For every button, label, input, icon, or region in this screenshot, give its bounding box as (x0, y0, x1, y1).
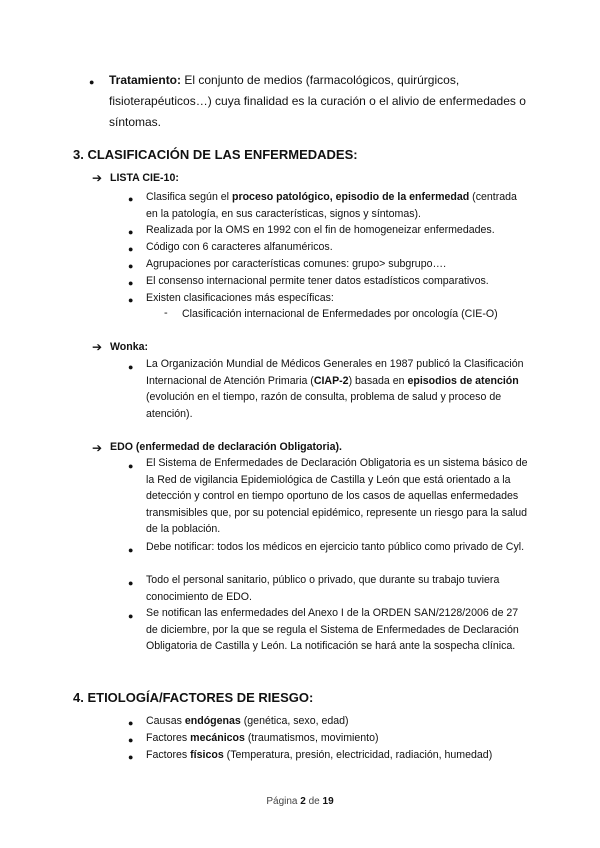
treatment-paragraph (109, 70, 539, 133)
etiology-item-2-pre: Factores (146, 732, 191, 744)
arrow-right-icon: ➔ (92, 441, 103, 455)
treatment-text: El conjunto de medios (farmacológicos, quirúrgicos, fisioterapéuticos…) cuya finalidad es la curación o el alivio de enfermedades o síntomas. (109, 73, 526, 129)
edo-item-1: El Sistema de Enfermedades de Declaración Obligatoria es un sistema básico de la Red de vigilancia Epidemiológica de Castilla y León que está orientado a la detección y control en tiempo oportuno de los casos de aquellas enfermedades transmisibles que, por su potencial epidémico, represente un riesgo para la salud de la población. (146, 457, 528, 536)
bullet-icon: ● (128, 244, 134, 254)
section-3-title: 3. CLASIFICACIÓN DE LAS ENFERMEDADES: (73, 147, 358, 162)
etiology-item-3-post: (Temperatura, presión, electricidad, radiación, humedad) (223, 749, 493, 761)
cie10-title: LISTA CIE-10: (110, 172, 179, 184)
etiology-item-2-post: (traumatismos, movimiento) (244, 732, 379, 744)
bullet-icon: ● (128, 295, 134, 305)
etiology-item-1 (146, 713, 536, 730)
etiology-item-1-pre: Causas (146, 715, 185, 727)
cie10-item-2: Realizada por la OMS en 1992 con el fin de homogeneizar enfermedades. (146, 224, 495, 236)
wonka-item (146, 356, 530, 422)
wonka-item-mid: ) basada en (348, 374, 408, 387)
section-4-title: 4. ETIOLOGÍA/FACTORES DE RIESGO: (73, 690, 314, 705)
cie10-item-3: Código con 6 caracteres alfanuméricos. (146, 241, 333, 253)
bullet-icon: ● (128, 735, 134, 745)
cie10-item-4: Agrupaciones por características comunes: grupo> subgrupo…. (146, 258, 447, 270)
etiology-item-3-pre: Factores (146, 749, 191, 761)
footer-current-page: 2 (300, 796, 306, 807)
bullet-icon: ● (128, 545, 134, 555)
cie10-item-1 (146, 189, 526, 222)
bullet-icon: ● (128, 261, 134, 271)
footer-middle: de (308, 796, 320, 807)
etiology-item-1-bold: endógenas (184, 715, 241, 727)
cie10-item-5: El consenso internacional permite tener datos estadísticos comparativos. (146, 275, 489, 287)
bullet-icon: ● (128, 578, 134, 588)
arrow-right-icon: ➔ (92, 171, 103, 185)
etiology-item-1-post: (genética, sexo, edad) (240, 715, 349, 727)
wonka-item-episodes: episodios de atención (407, 374, 519, 387)
bullet-icon: ● (128, 611, 134, 621)
etiology-item-2 (146, 730, 536, 747)
edo-item-4: Se notifican las enfermedades del Anexo I de la ORDEN SAN/2128/2006 de 27 de diciembre, por la que se regula el Sistema de Enfermedades de Declaración Obligatoria de Castilla y León. La notificación se hará ante la sospecha clínica. (146, 607, 519, 653)
edo-title: EDO (enfermedad de declaración Obligatoria). (110, 441, 342, 453)
footer-total-pages: 19 (322, 796, 334, 807)
bullet-icon: ● (128, 461, 134, 471)
cie10-item-1-pre: Clasifica según el (146, 191, 232, 203)
bullet-icon: ● (128, 362, 134, 372)
etiology-item-3 (146, 747, 536, 764)
page-footer (0, 796, 600, 807)
bullet-icon: ● (89, 77, 95, 87)
edo-item-2: Debe notificar: todos los médicos en ejercicio tanto público como privado de Cyl. (146, 541, 525, 553)
cie10-item-1-post: (centrada en la patología, en sus características, signos y síntomas). (146, 191, 517, 220)
bullet-icon: ● (128, 718, 134, 728)
bullet-icon: ● (128, 227, 134, 237)
edo-item-3: Todo el personal sanitario, público o privado, que durante su trabajo tuviera conocimiento de EDO. (146, 574, 500, 603)
cie10-item-1-bold: proceso patológico, episodio de la enfermedad (231, 191, 470, 203)
bullet-icon: ● (128, 194, 134, 204)
wonka-item-pre: La Organización Mundial de Médicos Generales en 1987 publicó la Clasificación Internacional de Atención Primaria ( (146, 358, 524, 387)
etiology-item-3-bold: físicos (190, 749, 224, 761)
treatment-label: Tratamiento: (109, 73, 182, 87)
arrow-right-icon: ➔ (92, 340, 103, 354)
cie10-subitem: Clasificación internacional de Enfermedades por oncología (CIE-O) (182, 308, 498, 320)
dash-icon: - (164, 307, 168, 319)
bullet-icon: ● (128, 752, 134, 762)
wonka-item-ciap: CIAP-2 (313, 374, 349, 387)
wonka-title: Wonka: (110, 341, 149, 353)
cie10-item-6: Existen clasificaciones más específicas: (146, 292, 334, 304)
footer-prefix: Página (266, 796, 298, 807)
wonka-item-post: (evolución en el tiempo, razón de consulta, problema de salud y proceso de atención). (146, 391, 502, 420)
etiology-item-2-bold: mecánicos (190, 732, 245, 744)
bullet-icon: ● (128, 278, 134, 288)
